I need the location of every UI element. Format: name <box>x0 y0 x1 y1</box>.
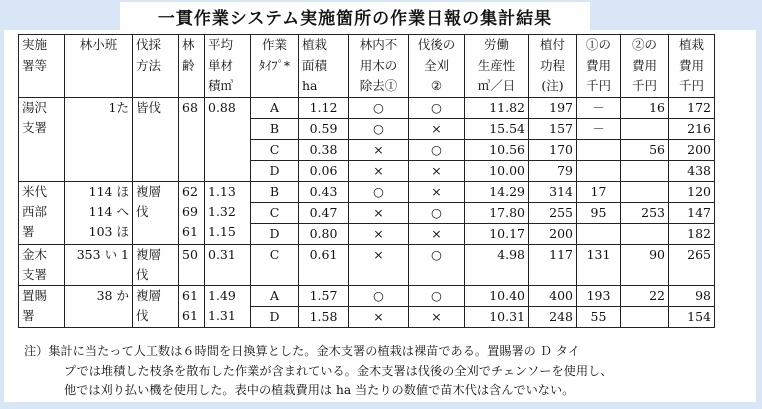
column-header <box>251 35 299 98</box>
cell-removal: ○ <box>349 118 409 139</box>
cell-plantcost: 172 <box>669 97 715 118</box>
cell-removal: × <box>349 139 409 160</box>
cell-office <box>19 285 65 327</box>
cell-stand-line: 103 ほ <box>88 223 129 239</box>
cell-area: 1.58 <box>299 306 349 327</box>
column-header-line: 署等 <box>22 57 48 73</box>
cell-removal: ○ <box>349 181 409 202</box>
column-header-line: 植栽 <box>302 37 328 52</box>
cell-plantcost: 265 <box>669 244 715 285</box>
cell-method-line: 複層 <box>136 183 162 199</box>
cell-type: B <box>251 181 299 202</box>
column-header-line: 費用 <box>678 57 704 73</box>
cell-planting: 200 <box>529 223 577 244</box>
cell-cost2 <box>621 223 669 244</box>
cell-weeding: × <box>409 223 465 244</box>
cell-age-line: 61 <box>182 223 198 239</box>
cell-method-line: 皆伐 <box>136 99 162 115</box>
cell-office-line: 署 <box>22 223 35 239</box>
column-header-line: 積㎥ <box>208 78 234 93</box>
results-table <box>18 34 715 328</box>
cell-cost1: － <box>577 118 621 139</box>
cell-cost1: 17 <box>577 181 621 202</box>
footnote-line: 他では刈り払い機を使用した。表中の植栽費用は ha 当たりの数値で苗木代は含んでいない。 <box>64 383 575 397</box>
cell-weeding: × <box>409 181 465 202</box>
column-header-line: ha <box>302 78 318 93</box>
cell-office <box>19 244 65 285</box>
cell-office-line: 米代 <box>22 183 48 199</box>
cell-cost2: 16 <box>621 97 669 118</box>
column-header-line: 用木の <box>359 57 398 73</box>
cell-productivity: 10.56 <box>465 139 529 160</box>
cell-productivity: 14.29 <box>465 181 529 202</box>
cell-productivity: 4.98 <box>465 244 529 285</box>
cell-weeding: × <box>409 306 465 327</box>
cell-cost1: 55 <box>577 306 621 327</box>
cell-plantcost: 438 <box>669 160 715 181</box>
cell-weeding: ○ <box>409 202 465 223</box>
cell-plantcost: 154 <box>669 306 715 327</box>
cell-removal: × <box>349 202 409 223</box>
cell-volume <box>205 244 251 285</box>
cell-cost1: 95 <box>577 202 621 223</box>
cell-type: C <box>251 139 299 160</box>
cell-productivity: 11.82 <box>465 97 529 118</box>
cell-removal: ○ <box>349 285 409 306</box>
column-header-line: ①の <box>585 37 611 52</box>
column-header <box>299 35 349 98</box>
column-header-line: 植栽 <box>678 37 704 52</box>
cell-volume-line: 1.15 <box>208 223 236 239</box>
column-header-line: 方法 <box>136 57 162 73</box>
cell-office-line: 金木 <box>22 246 48 262</box>
cell-stand-line: 1た <box>108 99 129 115</box>
column-header <box>529 35 577 98</box>
header-row <box>19 35 715 98</box>
cell-stand-line: 353 い 1 <box>76 246 129 262</box>
cell-stand <box>65 285 133 327</box>
cell-method <box>133 244 179 285</box>
column-header-line: 植付 <box>539 37 565 52</box>
cell-productivity: 10.31 <box>465 306 529 327</box>
cell-office <box>19 181 65 244</box>
cell-area: 1.12 <box>299 97 349 118</box>
table-row <box>19 97 715 118</box>
cell-area: 1.57 <box>299 285 349 306</box>
cell-volume <box>205 285 251 327</box>
cell-volume-line: 1.49 <box>208 287 236 303</box>
cell-weeding: × <box>409 160 465 181</box>
cell-stand <box>65 244 133 285</box>
column-header-line: 林内不 <box>359 37 398 52</box>
cell-volume-line: 0.88 <box>208 99 236 115</box>
column-header-line: ②の <box>631 37 657 52</box>
column-header-line: 労働 <box>483 37 509 52</box>
cell-volume <box>205 97 251 181</box>
column-header-line: 伐採 <box>136 37 162 52</box>
cell-stand-line: 114 ほ <box>88 183 129 199</box>
cell-age-line: 62 <box>182 183 198 199</box>
cell-cost1: － <box>577 97 621 118</box>
column-header-line: 単材 <box>208 57 234 73</box>
page-title: 一貫作業システム実施箇所の作業日報の集計結果 <box>120 2 590 30</box>
cell-area: 0.38 <box>299 139 349 160</box>
column-header-line: 作業 <box>261 37 287 52</box>
cell-age-line: 69 <box>182 203 198 219</box>
column-header-line: (注) <box>541 78 564 93</box>
cell-removal: × <box>349 244 409 285</box>
cell-productivity: 10.00 <box>465 160 529 181</box>
column-header-line: 実施 <box>22 37 48 52</box>
cell-method <box>133 285 179 327</box>
column-header-line: 平均 <box>208 37 234 52</box>
column-header-line: 林小班 <box>79 37 118 52</box>
cell-weeding: ○ <box>409 97 465 118</box>
cell-type: D <box>251 306 299 327</box>
cell-age-line: 61 <box>182 287 198 303</box>
column-header-line: ㎥／日 <box>477 78 516 93</box>
column-header <box>465 35 529 98</box>
column-header-line: 功程 <box>539 57 565 73</box>
cell-volume <box>205 181 251 244</box>
cell-type: D <box>251 160 299 181</box>
cell-weeding: ○ <box>409 285 465 306</box>
cell-area: 0.47 <box>299 202 349 223</box>
column-header <box>669 35 715 98</box>
column-header <box>65 35 133 98</box>
cell-age-line: 50 <box>182 246 198 262</box>
cell-cost2: 56 <box>621 139 669 160</box>
cell-method <box>133 97 179 181</box>
cell-cost1 <box>577 139 621 160</box>
cell-weeding: ○ <box>409 244 465 285</box>
column-header <box>133 35 179 98</box>
cell-type: B <box>251 118 299 139</box>
table-row <box>19 181 715 202</box>
cell-type: C <box>251 202 299 223</box>
column-header-line: 全刈 <box>423 57 449 73</box>
column-header <box>621 35 669 98</box>
cell-cost2 <box>621 118 669 139</box>
cell-volume-line: 1.31 <box>208 307 236 323</box>
column-header <box>577 35 621 98</box>
column-header-line: ﾀｲﾌﾟ* <box>258 57 291 73</box>
cell-planting: 248 <box>529 306 577 327</box>
column-header <box>409 35 465 98</box>
cell-planting: 157 <box>529 118 577 139</box>
cell-type: C <box>251 244 299 285</box>
cell-plantcost: 216 <box>669 118 715 139</box>
cell-stand <box>65 97 133 181</box>
column-header <box>349 35 409 98</box>
cell-type: D <box>251 223 299 244</box>
cell-planting: 314 <box>529 181 577 202</box>
cell-productivity: 15.54 <box>465 118 529 139</box>
footnote-line: プでは堆積した枝条を散布した作業が含まれている。金木支署は伐後の全刈でチェンソーを使用し、 <box>64 363 613 378</box>
cell-volume-line: 0.31 <box>208 246 236 262</box>
cell-stand-line: 114 へ <box>88 203 129 219</box>
column-header-line: 林 <box>182 37 195 52</box>
cell-plantcost: 120 <box>669 181 715 202</box>
cell-age <box>179 181 205 244</box>
column-header-line: 伐後の <box>417 37 456 52</box>
cell-volume-line: 1.13 <box>208 183 236 199</box>
cell-office <box>19 97 65 181</box>
column-header-line: 千円 <box>678 78 704 93</box>
cell-area: 0.59 <box>299 118 349 139</box>
cell-cost2 <box>621 306 669 327</box>
cell-productivity: 17.80 <box>465 202 529 223</box>
cell-office-line: 置賜 <box>22 287 48 303</box>
cell-office-line: 支署 <box>22 119 48 135</box>
cell-planting: 117 <box>529 244 577 285</box>
cell-method-line: 複層 <box>136 246 162 262</box>
column-header-line: 除去① <box>359 78 398 93</box>
table-row <box>19 285 715 306</box>
cell-cost2: 22 <box>621 285 669 306</box>
cell-weeding: × <box>409 118 465 139</box>
column-header-line: 齢 <box>182 57 195 73</box>
column-header-line: 費用 <box>631 57 657 73</box>
cell-cost2 <box>621 181 669 202</box>
cell-plantcost: 147 <box>669 202 715 223</box>
cell-planting: 400 <box>529 285 577 306</box>
column-header-line: 費用 <box>585 57 611 73</box>
cell-stand-line: 38 か <box>96 287 129 303</box>
cell-removal: × <box>349 306 409 327</box>
cell-removal: ○ <box>349 97 409 118</box>
cell-office-line: 湯沢 <box>22 99 48 115</box>
cell-planting: 170 <box>529 139 577 160</box>
column-header-line: 千円 <box>585 78 611 93</box>
cell-removal: × <box>349 223 409 244</box>
cell-area: 0.43 <box>299 181 349 202</box>
cell-age <box>179 244 205 285</box>
table-row <box>19 244 715 285</box>
cell-cost2 <box>621 160 669 181</box>
cell-method-line: 複層 <box>136 287 162 303</box>
cell-office-line: 署 <box>22 307 35 323</box>
column-header-line: ② <box>430 78 443 93</box>
cell-removal: × <box>349 160 409 181</box>
cell-cost1 <box>577 223 621 244</box>
column-header <box>205 35 251 98</box>
cell-planting: 79 <box>529 160 577 181</box>
cell-cost2: 90 <box>621 244 669 285</box>
cell-age-line: 68 <box>182 99 198 115</box>
cell-method <box>133 181 179 244</box>
cell-cost2: 253 <box>621 202 669 223</box>
cell-productivity: 10.17 <box>465 223 529 244</box>
cell-volume-line: 1.32 <box>208 203 236 219</box>
cell-area: 0.80 <box>299 223 349 244</box>
cell-area: 0.61 <box>299 244 349 285</box>
cell-cost1: 193 <box>577 285 621 306</box>
cell-plantcost: 98 <box>669 285 715 306</box>
cell-type: A <box>251 285 299 306</box>
cell-planting: 255 <box>529 202 577 223</box>
column-header <box>19 35 65 98</box>
column-header-line: 千円 <box>631 78 657 93</box>
cell-planting: 197 <box>529 97 577 118</box>
cell-age <box>179 285 205 327</box>
cell-plantcost: 182 <box>669 223 715 244</box>
cell-age-line: 61 <box>182 307 198 323</box>
cell-method-line: 伐 <box>136 307 149 323</box>
cell-method-line: 伐 <box>136 266 149 282</box>
column-header-line: 面積 <box>302 57 328 73</box>
cell-office-line: 支署 <box>22 266 48 282</box>
table-panel <box>4 30 756 402</box>
footnote-line: 注）集計に当たって人工数は６時間を日換算とした。金木支署の植栽は裸苗である。置賜署の Ｄ タイ <box>24 344 580 358</box>
cell-age <box>179 97 205 181</box>
cell-cost1: 131 <box>577 244 621 285</box>
cell-method-line: 伐 <box>136 203 149 219</box>
footnote <box>24 342 750 401</box>
cell-cost1 <box>577 160 621 181</box>
cell-office-line: 西部 <box>22 203 48 219</box>
cell-stand <box>65 181 133 244</box>
cell-weeding: ○ <box>409 139 465 160</box>
cell-area: 0.06 <box>299 160 349 181</box>
column-header <box>179 35 205 98</box>
cell-productivity: 10.40 <box>465 285 529 306</box>
cell-plantcost: 200 <box>669 139 715 160</box>
column-header-line: 生産性 <box>477 57 516 73</box>
cell-type: A <box>251 97 299 118</box>
